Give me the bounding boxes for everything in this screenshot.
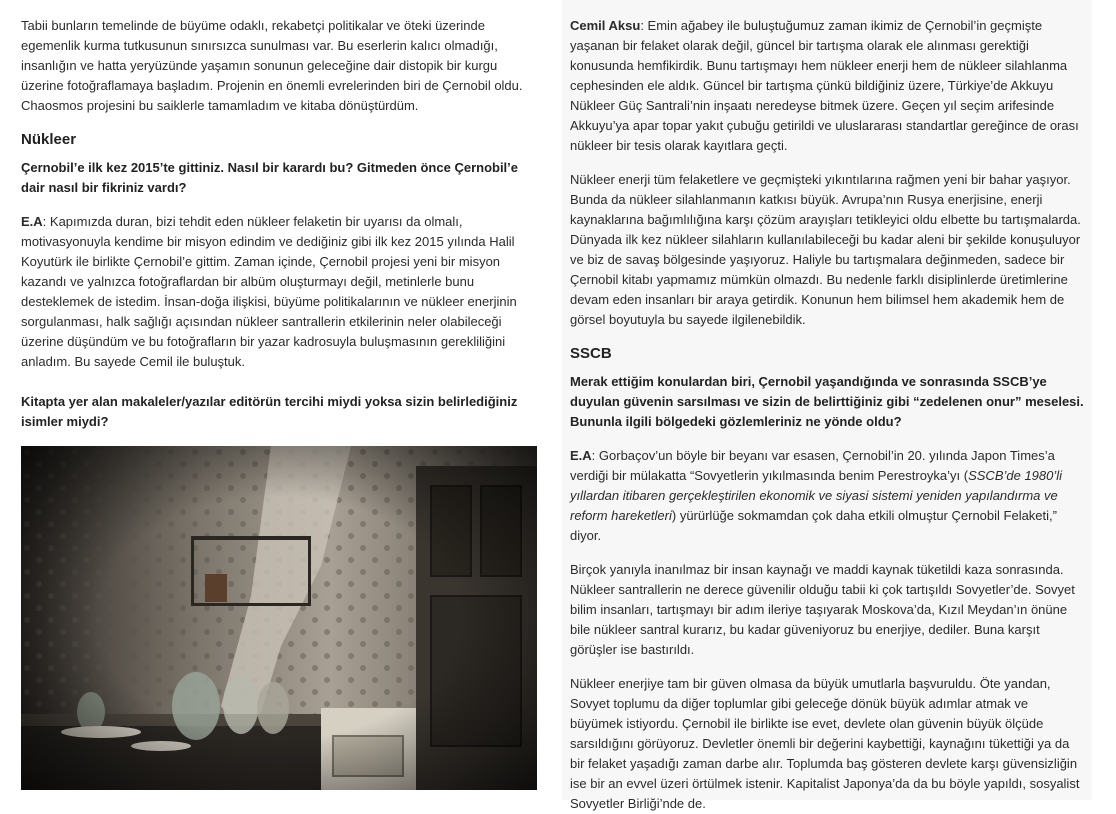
left-column (13, 0, 543, 790)
answer-1 (21, 212, 535, 372)
section-heading-sscb: SSCB (570, 345, 612, 362)
right-column (562, 0, 1092, 811)
answer-cemil-text: : Emin ağabey ile buluştuğumuz zaman ikimiz de Çernobil’in geçmişte yaşanan bir felaket olarak değil, güncel bir tartışma olarak ele alınması gerektiği konusunda hemfikirdik. Bunu tartışmayı hem nükleer enerji hem de nükleer silahlanma cephesinden ele aldık. Güncel bir tartışma çünkü bildiğiniz üzere, Türkiye’de Akkuyu Nükleer Güç Santrali’nin inşaatı neredeyse bitmek üzere. Geçen yıl seçim arifesinde Akkuyu’ya apar topar yakıt çubuğu getirildi ve uluslararası standartlar gereğince de orası nükleer bir tesis olarak kayıtlara geçti. (570, 18, 1079, 153)
answer-1-speaker: E.A (21, 214, 43, 229)
question-sscb: Merak ettiğim konulardan biri, Çernobil yaşandığında ve sonrasında SSCB’ye duyulan güvenin sarsılması ve sizin de belirttiğiniz gibi “zedelenen onur” meselesi. Bununla ilgili bölgedeki gözlemleriniz ne yönde oldu? (570, 374, 1084, 429)
paragraph-trust: Nükleer enerjiye tam bir güven olmasa da büyük umutlarla başvuruldu. Öte yandan, Sovyet toplumu da diğer toplumlar gibi geleceğe dönük büyük adımlar atmak ve büyümek istiyordu. Çernobil ile birlikte ise evet, devlete olan güvenin büyük ölçüde sarsıldığını görüyoruz. Devletler önemli bir değerini kaybettiği, kaynağını tükettiği ya da bir felaket yaşadığı zaman darbe alır. Toplumda baş gösteren devlete karşı güvensizliğin ise bir an evvel üzeri örtülmek istenir. Kapitalist Japonya’da da bu böyle yapıldı, sosyalist Sovyetler Birliği’nde de. (570, 676, 1080, 811)
intro-paragraph: Tabii bunların temelinde de büyüme odaklı, rekabetçi politikalar ve öteki üzerinde egemenlik kurma tutkusunun sınırsızca sunulması var. Bu eserlerin kalıcı olmadığı, insanlığın ve hatta yeryüzünde yaşamın sonunun geleceğine dair distopik bir kurgu üzerine fotoğraflamaya başladım. Projenin en önemli evrelerinden biri de Çernobil oldu. Chaosmos projesini bu saiklerle tamamladım ve kitaba dönüştürdüm. (21, 18, 523, 113)
answer-gorbachev-post: ) yürürlüğe sokmamdan çok daha etkili olmuştur Çernobil Felaketi,” diyor. (570, 508, 1057, 543)
question-1: Çernobil’e ilk kez 2015’te gittiniz. Nasıl bir karardı bu? Gitmeden önce Çernobil’e dair nasıl bir fikriniz vardı? (21, 160, 519, 195)
question-2: Kitapta yer alan makaleler/yazılar editörün tercihi miydi yoksa sizin belirlediğiniz isimler miydi? (21, 394, 518, 429)
answer-1-text: : Kapımızda duran, bizi tehdit eden nükleer felaketin bir uyarısı da olmalı, motivasyonuyla kendime bir misyon edindim ve dediğiniz gibi ilk kez 2015 yılında Halil Koyutürk ile birlikte Çernobil’e gittim. Zaman içinde, Çernobil projesi yeni bir misyon kazandı ve yalnızca fotoğraflardan bir albüm oluşturmayı değil, metinlerle bunu desteklemek de istedim. İnsan-doğa ilişkisi, büyüme politikalarının ve nükleer enerjinin sorgulanması, halk sağlığı açısından nükleer santrallerin etkilerinin neler olabileceği üzerine düşündüm ve bu fotoğrafların bir yazar kadrosuyla buluşmasının gerekliliğini anladım. Bu sayede Cemil ile buluştuk. (21, 214, 517, 369)
section-heading-nukleer: Nükleer (21, 131, 77, 148)
chernobyl-interior-photo (21, 446, 537, 790)
answer-gorbachev-pre: : Gorbaçov’un böyle bir beyanı var esasen, Çernobil’in 20. yılında Japon Times’a verdiği bir mülakatta “Sovyetlerin yıkılmasında benim Perestroyka’yı ( (570, 448, 1055, 483)
answer-gorbachev (570, 446, 1084, 546)
paragraph-nuclear-spring: Nükleer enerji tüm felaketlere ve geçmişteki yıkıntılarına rağmen yeni bir bahar yaşıyor. Bunda da nükleer silahlanmanın katkısı büyük. Avrupa’nın Rusya enerjisine, enerji kaynaklarına bağımlılığına karşı çözüm arayışları tetikleyici oldu elbette bu tartışmalarda. Dünyada ilk kez nükleer silahların kullanılabileceği bu kadar aleni bir şekilde konuşuluyor ve biz de savaş bölgesinde yaşıyoruz. Haliyle bu tartışmalara değinmeden, sadece bir Çernobil kitabı yapmamız mümkün olmazdı. Bu nedenle farklı disiplinlerde üretimlerine devam eden insanları bir araya getirdik. Konunun hem bilimsel hem akademik hem de görsel boyutuyla bu sayede ilgilenebildik. (570, 172, 1081, 327)
paragraph-resources: Birçok yanıyla inanılmaz bir insan kaynağı ve maddi kaynak tüketildi kaza sonrasında. Nükleer santrallerin ne derece güvenilir olduğu tabii ki çok tartışıldı Sovyetler’de. Sovyet bilim insanları, tartışmayı bir adım ileriye taşıyarak Moskova’da, Kızıl Meydan’ın önüne bile nükleer santral kurarız, bu kadar güveniyoruz bu enerjiye, dediler. Buna karşıt görüşler ise bastırıldı. (570, 562, 1075, 657)
answer-cemil (570, 16, 1084, 156)
answer-gorbachev-speaker: E.A (570, 448, 592, 463)
answer-cemil-speaker: Cemil Aksu (570, 18, 641, 33)
answer-gorbachev-italic: SSCB’de 1980’li yıllardan itibaren gerçekleştirilen ekonomik ve siyasi sistemi yeniden yapılandırma ve reform hareketleri (570, 468, 1063, 523)
